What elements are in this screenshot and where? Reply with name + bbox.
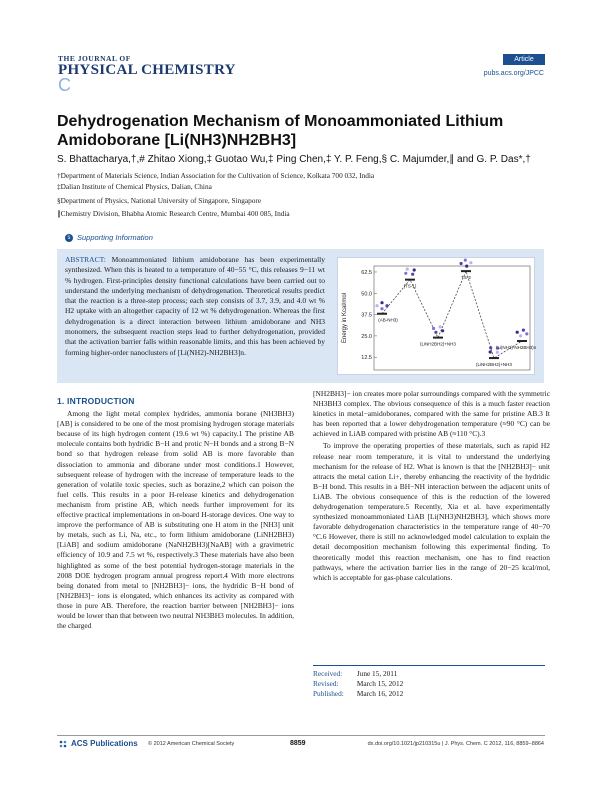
y-tick-label: 50.0 [361,291,372,298]
abstract-text [65,255,325,358]
publisher-name: ACS Publications [71,739,138,749]
molecule-atom [496,351,499,354]
molecule-atom [525,332,528,335]
molecule-atom [460,262,463,265]
molecule-atom [465,265,468,268]
abstract-box [57,249,544,383]
y-axis-label: Energy in Kcal/mol [342,292,348,344]
energy-level-mark [377,313,387,315]
journal-name-main: PHYSICAL CHEMISTRY [58,62,236,78]
intro-paragraph-2: [NH2BH3]− ion creates more polar surroundings compared with the symmetric NH3BH3 complex. The obvious consequence of this is a much faster reaction kinetics in metal−amidoboranes, compared with the same for pristine AB.3 It has been reported that a lower dehydrogenation temperature (≈90 °C) can be achieved in LiAB compared with pristine AB (≈110 °C).3 [313,389,550,439]
footer-divider [57,735,545,736]
intro-paragraph-1: Among the light metal complex hydrides, ammonia borane (NH3BH3) [AB] is considered to be one of the most promising hydrogen storage materials because of its high hydrogen content (19.6 wt %) capacity.1 The pristine AB molecule contains both hydridic B−H and protic N−H bonds and a strong B−N bond so that hydrogen release from solid AB is more favorable than dissociation to ammonia and diborane under most conditions.1 However, subsequent release of hydrogen with the increase of temperature leads to the generation of volatile toxic species, such as borazine,2 which can poison the fuel cells. This results in a poor H-release kinetics and dehydrogenation mechanism from pristine AB, which needs further improvement for its effective practical implementations in on-board H-storage devices. One way to improve the performance of AB is substituting one H atom in the [NH3] unit by metals, such as Li, Na, etc., to form lithium amidoborane (LiNH2BH3)[LiAB] and sodium amidoborane (NaNH2BH3)[NaAB] with a gravimetric efficiency of 10.9 and 7.5 wt %, respectively.3 These materials have also been highlighted as some of the best potential hydrogen-storage materials in the 2008 DOE hydrogen program annual progress report.4 With more electrons being donated from metal to [NH2BH3]− ions, the hydridic B−H bond of [NH2BH3]− ions is elongated, which enhances its activity as compared with those in pure AB. Therefore, the reaction barrier between [NH2BH3]− ions would be lower than that between two neutral NH3BH3 molecules. In addition, the charged [57,409,294,631]
molecule-atom [516,331,519,334]
state-label: (AB-NH3) [378,317,398,323]
copyright-notice: © 2012 American Chemical Society [148,741,235,747]
affiliation-4: ∥Chemistry Division, Bhabha Atomic Research Centre, Mumbai 400 085, India [57,209,290,218]
y-tick-label: 25.0 [361,333,372,340]
molecule-atom [434,331,437,334]
supporting-info-link[interactable] [65,233,153,242]
abstract-label: ABSTRACT: [65,255,106,264]
received-date-row [313,669,403,679]
molecule-atom [489,350,492,353]
affiliation-3: §Department of Physics, National University of Singapore, Singapore [57,196,262,205]
received-label: Received: [313,669,343,678]
published-date: March 16, 2012 [356,689,404,698]
journal-url-link[interactable]: pubs.acs.org/JPCC [483,70,544,77]
y-tick-label: 37.5 [361,312,372,319]
right-column [313,389,550,583]
state-label: (LiNH2BH2)+NH3 [420,341,456,347]
page-number: 8859 [290,740,306,747]
acs-logo-icon [58,739,68,749]
doi-citation[interactable]: dx.doi.org/10.1021/jp210315u | J. Phys. Chem. C 2012, 116, 8859−8864 [367,741,544,747]
received-date: June 15, 2011 [356,669,398,678]
molecule-atom [380,307,383,310]
y-tick-label: 12.5 [361,355,372,362]
article-title: Dehydrogenation Mechanism of Monoammoniated Lithium Amidoborane [Li(NH3)NH2BH3] [57,113,504,149]
author-list: S. Bhattacharya,†,# Zhitao Xiong,‡ Guotao Wu,‡ Ping Chen,‡ Y. P. Feng,§ C. Majumder,∥ and G. P. Das*,† [57,154,531,165]
journal-name-line1: THE JOURNAL OF [58,54,131,63]
energy-level-mark [489,357,499,359]
energy-level-mark [433,337,443,339]
journal-masthead [58,54,238,95]
intro-paragraph-3: To improve the operating properties of these materials, such as rapid H2 release near room temperature, it is vital to understand the underlying mechanism for the release of H2. What is known is that the [NH2BH3]− unit attracts the metal cation Li+, thereby enhancing the reactivity of the hydridic B−H bond. This results in a BH−NH interaction between the adjacent units of LiAB. The obvious consequence of this is the reduction of the lowered dehydrogenation temperature.5 Recently, Xia et al. have experimentally synthesized monoammoniated LiAB [Li(NH3)NH2BH3], which shows more favorable dehydrogenation characteristics in the temperature range of 40−70 °C.6 However, there is still no acknowledged model calculation to explain the detail decomposition mechanism following this experimental finding. To theoretically model this reaction mechanism, one has to find reaction pathways, where the activation barrier lies in the range of 20−25 kcal/mol, which is acceptable for gas-phase calculations. [313,441,550,582]
supporting-info-icon: s [65,234,73,242]
molecule-atom [489,346,492,349]
energy-profile-chart [338,258,536,376]
energy-level-mark [461,270,471,272]
molecule-atom [380,301,383,304]
state-label: TS-2 [461,275,471,281]
molecule-atom [404,272,407,275]
article-dates [313,669,403,699]
molecule-atom [469,261,472,264]
energy-level-mark [405,279,415,281]
revised-date-row [313,679,403,689]
molecule-atom [406,268,409,271]
toc-graphic [337,257,535,375]
section-heading-introduction: 1. INTRODUCTION [57,396,135,406]
published-date-row [313,689,403,699]
state-label: (Li(NH2)-NH2BH3)n [495,345,536,351]
molecule-atom [522,329,525,332]
molecule-atom [375,304,378,307]
journal-name-line2 [58,63,238,95]
affiliation-1: †Department of Materials Science, Indian Association for the Cultivation of Science, Kolkata 700 032, India [57,171,375,180]
revised-label: Revised: [313,679,339,688]
molecule-atom [432,327,435,330]
published-label: Published: [313,689,344,698]
article-type-badge: Article [503,54,545,65]
acs-publications-logo[interactable] [58,739,138,749]
molecule-atom [439,325,442,328]
energy-level-mark [517,340,527,342]
molecule-atom [413,268,416,271]
dates-divider [313,665,545,666]
affiliation-2: ‡Dalian Institute of Chemical Physics, Dalian, China [57,182,212,191]
abstract-body: Monoammoniated lithium amidoborane has been experimentally synthesized. When this is heated to a temperature of 40−55 °C, this releases 9−11 wt % hydrogen. First-principles density functional calculations have been carried out to understand the underlying mechanism of dehydrogenation. Theoretical results predict that the reaction is a three-step process; each step consists of 3.7, 3.9, and 4.0 wt % H2 uptake with an altogether capacity of 12 wt % dehydrogenation. Whereas the first dehydrogenation is a direct interaction between lithium amidoborane and NH3 monomers, the subsequent reaction steps lead to further dehydrogenation, provided that the activation barrier falls within reasonable limits, and this has been achieved by forming higher-order nanoclusters of [Li(NH2)-NH2BH3]n. [65,255,325,357]
state-label: (TS-1) [403,283,417,289]
journal-section-letter: C [58,75,72,95]
molecule-atom [411,273,414,276]
molecule-atom [441,329,444,332]
y-tick-label: 62.5 [361,269,372,276]
molecule-atom [385,304,388,307]
molecule-atom [519,334,522,337]
state-label: (LiNH2BH2)+NH3 [476,362,512,368]
supporting-info-label: Supporting Information [77,233,153,242]
molecule-atom [464,259,467,262]
left-column [57,396,294,631]
revised-date: March 15, 2012 [356,679,404,688]
